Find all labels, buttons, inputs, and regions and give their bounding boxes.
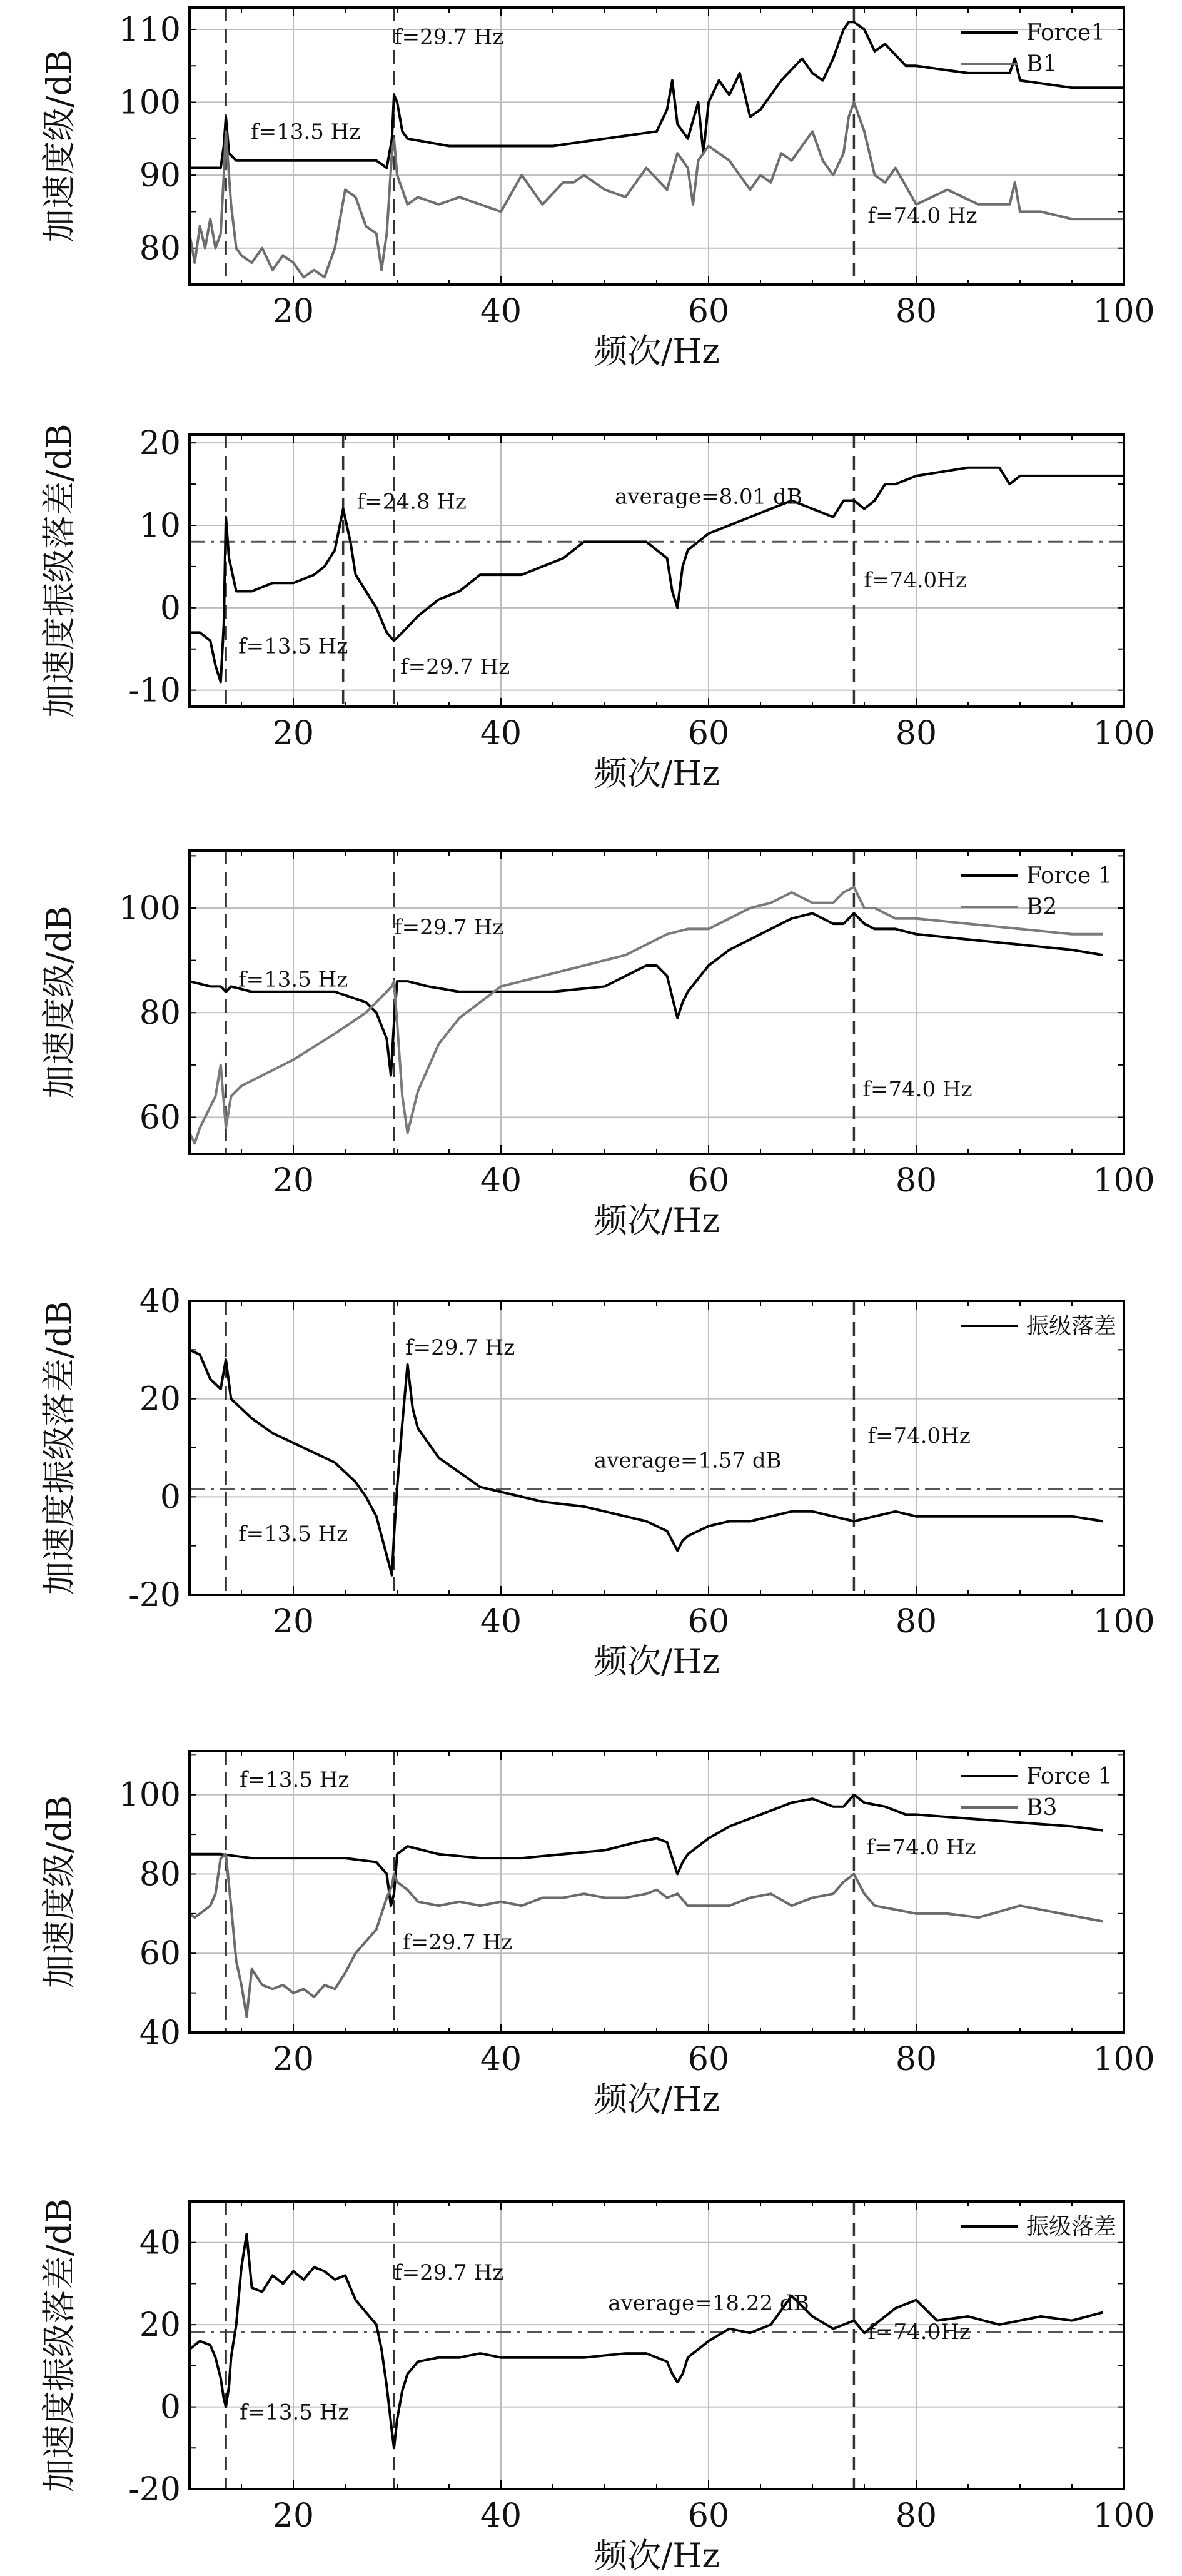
frequency-annotation: f=13.5 Hz xyxy=(240,2400,350,2425)
x-tick-label: 60 xyxy=(687,2041,730,2078)
y-tick-label: 80 xyxy=(139,994,181,1033)
x-tick-label: 20 xyxy=(272,715,315,752)
y-tick-label: 100 xyxy=(118,1776,181,1814)
y-tick-label: 80 xyxy=(139,230,181,268)
y-tick-label: 20 xyxy=(139,425,181,463)
frequency-annotation: f=29.7 Hz xyxy=(394,24,504,50)
legend-label: 振级落差 xyxy=(1026,1313,1117,1339)
legend-label: Force 1 xyxy=(1026,863,1113,889)
legend-label: B3 xyxy=(1026,1795,1058,1821)
y-tick-label: 40 xyxy=(139,2014,181,2052)
x-tick-label: 20 xyxy=(272,1162,315,1200)
frequency-annotation: f=29.7 Hz xyxy=(394,2260,504,2285)
frequency-annotation: f=74.0 Hz xyxy=(866,1834,976,1860)
x-tick-label: 60 xyxy=(687,1603,730,1640)
x-axis-label: 频次/Hz xyxy=(594,1642,720,1681)
frequency-annotation: f=74.0Hz xyxy=(867,2320,971,2345)
x-tick-label: 40 xyxy=(480,2497,522,2535)
y-tick-label: 110 xyxy=(118,11,181,49)
legend-label: B1 xyxy=(1026,51,1058,77)
x-tick-label: 100 xyxy=(1093,293,1155,330)
x-tick-label: 100 xyxy=(1093,2041,1155,2078)
y-tick-label: -20 xyxy=(128,1577,181,1614)
y-axis-label: 加速度振级落差/dB xyxy=(39,2198,79,2493)
frequency-annotation: f=13.5 Hz xyxy=(238,967,348,993)
frequency-annotation: f=29.7 Hz xyxy=(400,654,510,680)
x-tick-label: 100 xyxy=(1093,715,1155,752)
y-axis-label: 加速度振级落差/dB xyxy=(39,423,79,718)
y-tick-label: 90 xyxy=(139,157,181,195)
x-tick-label: 40 xyxy=(480,715,522,752)
average-annotation: average=8.01 dB xyxy=(615,484,802,510)
average-annotation: average=18.22 dB xyxy=(608,2291,809,2316)
frequency-annotation: f=13.5 Hz xyxy=(251,119,361,144)
y-tick-label: 100 xyxy=(118,84,181,122)
y-tick-label: 10 xyxy=(139,507,181,545)
y-tick-label: -10 xyxy=(128,672,181,710)
x-axis-label: 频次/Hz xyxy=(594,2079,720,2119)
x-axis-label: 频次/Hz xyxy=(594,2536,720,2573)
y-tick-label: 0 xyxy=(159,2388,181,2427)
y-tick-label: -20 xyxy=(128,2471,181,2508)
x-tick-label: 40 xyxy=(480,1603,522,1640)
x-tick-label: 100 xyxy=(1093,1603,1155,1640)
x-tick-label: 80 xyxy=(895,293,937,330)
x-tick-label: 40 xyxy=(480,1162,522,1200)
x-tick-label: 80 xyxy=(895,2497,937,2535)
frequency-annotation: f=13.5 Hz xyxy=(240,1767,350,1793)
legend-label: B2 xyxy=(1026,894,1058,920)
frequency-annotation: f=29.7 Hz xyxy=(394,914,504,940)
y-tick-label: 20 xyxy=(139,2306,181,2345)
x-tick-label: 100 xyxy=(1093,1162,1155,1200)
y-tick-label: 100 xyxy=(118,889,181,927)
y-tick-label: 20 xyxy=(139,1380,181,1418)
x-tick-label: 20 xyxy=(272,1603,315,1640)
x-tick-label: 60 xyxy=(687,293,730,330)
frequency-annotation: f=74.0Hz xyxy=(864,567,967,593)
x-tick-label: 20 xyxy=(272,2497,315,2535)
frequency-annotation: f=13.5 Hz xyxy=(238,1521,348,1547)
x-tick-label: 60 xyxy=(687,715,730,752)
y-axis-label: 加速度级/dB xyxy=(39,906,79,1099)
y-axis-label: 加速度级/dB xyxy=(39,49,79,243)
y-axis-label: 加速度级/dB xyxy=(39,1795,79,1989)
x-tick-label: 20 xyxy=(272,2041,315,2078)
x-tick-label: 20 xyxy=(272,293,315,330)
x-tick-label: 40 xyxy=(480,293,522,330)
legend-label: Force1 xyxy=(1026,20,1106,46)
frequency-annotation: f=74.0 Hz xyxy=(867,203,977,228)
x-tick-label: 80 xyxy=(895,2041,937,2078)
legend-label: Force 1 xyxy=(1026,1764,1113,1789)
legend-label: 振级落差 xyxy=(1026,2214,1117,2240)
x-tick-label: 100 xyxy=(1093,2497,1155,2535)
x-axis-label: 频次/Hz xyxy=(594,754,720,793)
frequency-annotation: f=74.0Hz xyxy=(867,1423,971,1449)
frequency-annotation: f=24.8 Hz xyxy=(356,489,467,515)
y-tick-label: 40 xyxy=(139,2224,181,2262)
y-tick-label: 0 xyxy=(159,1478,181,1517)
x-tick-label: 60 xyxy=(687,1162,730,1200)
x-tick-label: 80 xyxy=(895,1603,937,1640)
x-tick-label: 40 xyxy=(480,2041,522,2078)
y-tick-label: 80 xyxy=(139,1856,181,1894)
frequency-annotation: f=29.7 Hz xyxy=(403,1929,513,1955)
frequency-annotation: f=74.0 Hz xyxy=(862,1077,972,1103)
y-tick-label: 0 xyxy=(159,589,181,627)
x-tick-label: 80 xyxy=(895,1162,937,1200)
y-tick-label: 60 xyxy=(139,1099,181,1137)
x-tick-label: 80 xyxy=(895,715,937,752)
x-tick-label: 60 xyxy=(687,2497,730,2535)
x-axis-label: 频次/Hz xyxy=(594,1201,720,1240)
y-tick-label: 60 xyxy=(139,1935,181,1973)
x-axis-label: 频次/Hz xyxy=(594,331,720,371)
frequency-annotation: f=29.7 Hz xyxy=(405,1335,515,1361)
y-axis-label: 加速度振级落差/dB xyxy=(39,1300,79,1595)
y-tick-label: 40 xyxy=(139,1283,181,1320)
average-annotation: average=1.57 dB xyxy=(594,1448,782,1473)
frequency-annotation: f=13.5 Hz xyxy=(238,634,348,659)
